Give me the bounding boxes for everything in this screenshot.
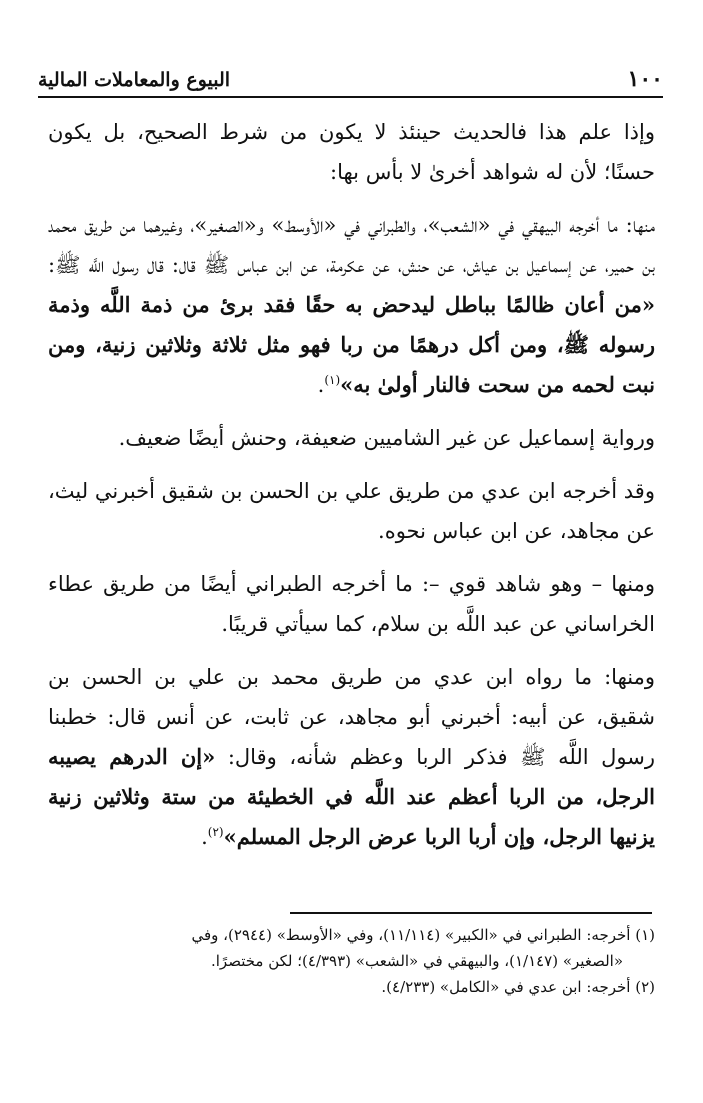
- paragraph-ibn-adi: [48, 471, 655, 551]
- hadith-quote: «إن الدرهم يصيبه الرجل، من الربا أعظم عند اللَّه في الخطيئة من ستة وثلاثين زنية يزنيها الرجل، وإن أربا الربا عرض الرجل المسلم»: [48, 744, 655, 849]
- page-number: ١٠٠: [627, 66, 663, 92]
- footnotes: [40, 922, 655, 1000]
- paragraph-text: ومنها: ما رواه ابن عدي من طريق محمد بن علي بن الحسن بن شقيق، عن أبيه: أخبرني أبو مجاهد، عن ثابت، عن أنس قال: خطبنا رسول اللَّه ﷺ فذكر الربا وعظم شأنه، وقال:: [48, 665, 655, 769]
- footnote-1: [40, 922, 655, 974]
- paragraph-text: منها: ما أخرجه البيهقي في «الشعب»، والطبراني في «الأوسط» و«الصغير»، وغيرهما من طريق محمد بن حمير، عن إسماعيل بن عياش، عن حنش، عن عكرمة، عن ابن عباس ﷺ قال: قال رسول اللَّه ﷺ:: [48, 213, 655, 277]
- paragraph-strong-witness: [48, 564, 655, 644]
- footnote-text: أخرجه: ابن عدي في «الكامل» (٤/٢٣٣).: [381, 978, 631, 996]
- paragraph-text: .: [201, 825, 208, 849]
- footnote-2: [40, 974, 655, 1000]
- footnote-number: (١): [635, 926, 655, 944]
- footnote-number: (٢): [635, 978, 655, 996]
- paragraph-intro: [48, 112, 655, 192]
- running-title: البيوع والمعاملات المالية: [38, 69, 231, 91]
- paragraph-narration-note: [48, 418, 655, 458]
- footnote-text: أخرجه: الطبراني في «الكبير» (١١/١١٤)، وفي «الأوسط» (٢٩٤٤)، وفي: [191, 926, 631, 944]
- footnote-separator: [290, 912, 652, 914]
- hadith-quote: «من أعان ظالمًا بباطل ليدحض به حقًا فقد برئ من ذمة اللَّه وذمة رسوله ﷺ، ومن أكل درهمًا من ربا فهو مثل ثلاثة وثلاثين زنية، ومن نبت لحمه من سحت فالنار أولىٰ به»: [48, 292, 655, 397]
- paragraph-text: ومنها – وهو شاهد قوي –: ما أخرجه الطبراني أيضًا من طريق عطاء الخراساني عن عبد اللَّه بن سلام، كما سيأتي قريبًا.: [48, 572, 655, 636]
- main-text: [48, 112, 655, 870]
- paragraph-anas-narration: [48, 657, 655, 857]
- footnote-text-continued: «الصغير» (١/١٤٧)، والبيهقي في «الشعب» (٤/٣٩٣)؛ لكن مختصرًا.: [210, 952, 623, 970]
- paragraph-text: وإذا علم هذا فالحديث حينئذ لا يكون من شرط الصحيح، بل يكون حسنًا؛ لأن له شواهد أخرىٰ لا بأس بها:: [48, 120, 655, 184]
- page-header: [38, 64, 663, 98]
- footnote-ref-1[interactable]: (١): [324, 373, 341, 387]
- footnote-ref-2[interactable]: (٢): [207, 825, 224, 839]
- paragraph-text: وقد أخرجه ابن عدي من طريق علي بن الحسن بن شقيق أخبرني ليث، عن مجاهد، عن ابن عباس نحوه.: [48, 479, 655, 543]
- paragraph-first-witness: [48, 205, 655, 405]
- paragraph-text: ورواية إسماعيل عن غير الشاميين ضعيفة، وحنش أيضًا ضعيف.: [118, 426, 655, 450]
- paragraph-text: .: [317, 373, 325, 397]
